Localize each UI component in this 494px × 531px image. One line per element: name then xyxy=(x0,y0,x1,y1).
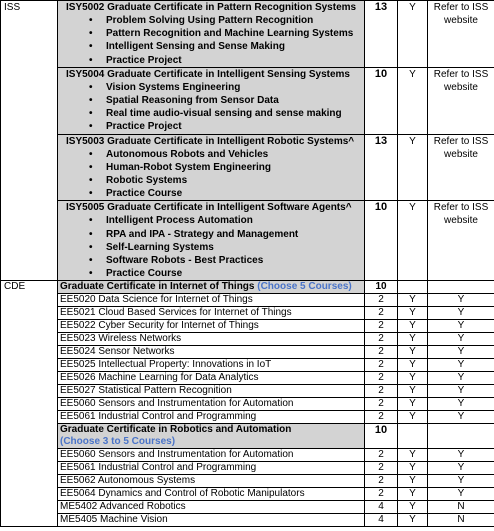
course-row xyxy=(1,501,494,514)
iss-cert-cell xyxy=(58,134,365,201)
course-row xyxy=(1,294,494,307)
iss-cert-row xyxy=(1,201,494,281)
module-item: • Robotic Systems xyxy=(106,174,362,187)
course-flag-cell: Y xyxy=(398,346,428,359)
course-flag-cell: Y xyxy=(398,333,428,346)
course-flag-cell: Y xyxy=(398,411,428,424)
course-flag-cell: Y xyxy=(428,475,494,488)
course-flag-cell: Y xyxy=(428,333,494,346)
course-flag-cell: Y xyxy=(428,359,494,372)
course-credits-cell: 2 xyxy=(365,398,398,411)
course-credits-cell: 4 xyxy=(365,514,398,527)
flag-cell: Y xyxy=(398,201,428,281)
course-credits-cell: 2 xyxy=(365,359,398,372)
course-credits-cell: 2 xyxy=(365,462,398,475)
course-flag-cell: Y xyxy=(398,294,428,307)
course-name-cell: EE5061 Industrial Control and Programming xyxy=(58,462,365,475)
module-item: • Real time audio-visual sensing and sense making xyxy=(106,107,362,120)
course-name-cell: EE5024 Sensor Networks xyxy=(58,346,365,359)
course-flag-cell: Y xyxy=(428,320,494,333)
course-flag-cell: Y xyxy=(398,449,428,462)
course-name-cell: ME5405 Machine Vision xyxy=(58,514,365,527)
cde-cert-title-cell xyxy=(58,281,365,294)
credits-cell: 10 xyxy=(365,67,398,134)
module-item: • Intelligent Process Automation xyxy=(106,214,362,227)
course-credits-cell: 2 xyxy=(365,372,398,385)
iss-cert-row xyxy=(1,1,494,68)
course-row xyxy=(1,320,494,333)
course-flag-cell: Y xyxy=(398,385,428,398)
course-row xyxy=(1,385,494,398)
course-name-cell: EE5021 Cloud Based Services for Internet of Things xyxy=(58,307,365,320)
module-item: • Software Robots - Best Practices xyxy=(106,254,362,267)
course-flag-cell: Y xyxy=(398,488,428,501)
credits-cell: 10 xyxy=(365,424,398,449)
course-flag-cell: Y xyxy=(428,294,494,307)
course-credits-cell: 2 xyxy=(365,294,398,307)
course-flag-cell: Y xyxy=(428,462,494,475)
course-name-cell: EE5026 Machine Learning for Data Analytics xyxy=(58,372,365,385)
course-flag-cell: Y xyxy=(428,449,494,462)
credits-cell: 13 xyxy=(365,134,398,201)
course-name-cell: EE5064 Dynamics and Control of Robotic Manipulators xyxy=(58,488,365,501)
credits-cell: 10 xyxy=(365,281,398,294)
course-flag-cell: N xyxy=(428,501,494,514)
course-row xyxy=(1,307,494,320)
course-flag-cell: Y xyxy=(398,398,428,411)
course-flag-cell: Y xyxy=(428,385,494,398)
course-flag-cell: Y xyxy=(428,372,494,385)
flag-cell: Y xyxy=(398,1,428,68)
cert-title: ISY5005 Graduate Certificate in Intelligent Software Agents^ xyxy=(66,202,352,214)
module-item: • Intelligent Sensing and Sense Making xyxy=(106,40,362,53)
module-item: • Practice Course xyxy=(106,187,362,200)
course-name-cell: EE5062 Autonomous Systems xyxy=(58,475,365,488)
module-item: • Practice Project xyxy=(106,120,362,133)
course-name-cell: EE5023 Wireless Networks xyxy=(58,333,365,346)
iss-cert-cell xyxy=(58,67,365,134)
course-flag-cell: N xyxy=(428,514,494,527)
course-credits-cell: 2 xyxy=(365,385,398,398)
course-row xyxy=(1,514,494,527)
course-credits-cell: 2 xyxy=(365,488,398,501)
course-name-cell: EE5060 Sensors and Instrumentation for Automation xyxy=(58,449,365,462)
empty-cell xyxy=(398,424,428,449)
course-credits-cell: 2 xyxy=(365,346,398,359)
course-flag-cell: Y xyxy=(398,514,428,527)
cert-title: Graduate Certificate in Internet of Things xyxy=(60,281,255,293)
iss-cert-cell xyxy=(58,1,365,68)
cert-title: ISY5004 Graduate Certificate in Intelligent Sensing Systems xyxy=(66,68,350,80)
empty-cell xyxy=(398,281,428,294)
module-item: • Autonomous Robots and Vehicles xyxy=(106,148,362,161)
org-cell-iss: ISS xyxy=(1,1,58,281)
course-flag-cell: Y xyxy=(398,359,428,372)
module-list xyxy=(66,14,362,67)
course-row xyxy=(1,333,494,346)
course-flag-cell: Y xyxy=(398,372,428,385)
flag-cell: Y xyxy=(398,134,428,201)
course-flag-cell: Y xyxy=(428,398,494,411)
note-cell: Refer to ISS website xyxy=(428,67,494,134)
iss-cert-row xyxy=(1,134,494,201)
course-name-cell: EE5020 Data Science for Internet of Things xyxy=(58,294,365,307)
course-row xyxy=(1,449,494,462)
course-row xyxy=(1,398,494,411)
course-row xyxy=(1,359,494,372)
empty-cell xyxy=(428,424,494,449)
module-list xyxy=(66,214,362,280)
course-name-cell: EE5025 Intellectual Property: Innovations in IoT xyxy=(58,359,365,372)
course-name-cell: EE5061 Industrial Control and Programming xyxy=(58,411,365,424)
course-name-cell: ME5402 Advanced Robotics xyxy=(58,501,365,514)
course-flag-cell: Y xyxy=(398,320,428,333)
course-name-cell: EE5027 Statistical Pattern Recognition xyxy=(58,385,365,398)
credits-cell: 10 xyxy=(365,201,398,281)
module-list xyxy=(66,148,362,201)
course-flag-cell: Y xyxy=(398,462,428,475)
course-name-cell: EE5060 Sensors and Instrumentation for Automation xyxy=(58,398,365,411)
choose-courses-note: (Choose 3 to 5 Courses) xyxy=(60,436,176,448)
course-row xyxy=(1,372,494,385)
course-flag-cell: Y xyxy=(398,307,428,320)
course-row xyxy=(1,346,494,359)
course-credits-cell: 2 xyxy=(365,411,398,424)
org-cell-cde: CDE xyxy=(1,281,58,527)
course-flag-cell: Y xyxy=(398,475,428,488)
course-row xyxy=(1,462,494,475)
note-cell: Refer to ISS website xyxy=(428,201,494,281)
module-item: • Vision Systems Engineering xyxy=(106,81,362,94)
note-cell: Refer to ISS website xyxy=(428,134,494,201)
cde-cert-title-cell xyxy=(58,424,365,449)
cert-title: ISY5002 Graduate Certificate in Pattern Recognition Systems xyxy=(66,2,357,13)
module-item: • Spatial Reasoning from Sensor Data xyxy=(106,94,362,107)
module-item: • Practice Project xyxy=(106,54,362,67)
course-flag-cell: Y xyxy=(398,501,428,514)
course-row xyxy=(1,488,494,501)
cert-title: ISY5003 Graduate Certificate in Intelligent Robotic Systems^ xyxy=(66,135,355,147)
course-credits-cell: 4 xyxy=(365,501,398,514)
module-item: • Pattern Recognition and Machine Learning Systems xyxy=(106,27,362,40)
module-item: • Problem Solving Using Pattern Recognition xyxy=(106,14,362,27)
module-list xyxy=(66,81,362,134)
course-credits-cell: 2 xyxy=(365,333,398,346)
course-row xyxy=(1,475,494,488)
flag-cell: Y xyxy=(398,67,428,134)
module-item: • Practice Course xyxy=(106,267,362,280)
course-credits-cell: 2 xyxy=(365,449,398,462)
note-cell: Refer to ISS website xyxy=(428,1,494,68)
iss-cert-row xyxy=(1,67,494,134)
module-item: • Self-Learning Systems xyxy=(106,241,362,254)
course-name-cell: EE5022 Cyber Security for Internet of Things xyxy=(58,320,365,333)
certificate-table-body xyxy=(1,1,494,527)
course-flag-cell: Y xyxy=(428,411,494,424)
choose-courses-note: (Choose 5 Courses) xyxy=(257,281,352,293)
module-item: • RPA and IPA - Strategy and Management xyxy=(106,228,362,241)
cert-title: Graduate Certificate in Robotics and Automation xyxy=(60,424,292,436)
course-flag-cell: Y xyxy=(428,307,494,320)
module-item: • Human-Robot System Engineering xyxy=(106,161,362,174)
empty-cell xyxy=(428,281,494,294)
course-credits-cell: 2 xyxy=(365,475,398,488)
cde-cert-header-row xyxy=(1,424,494,449)
course-credits-cell: 2 xyxy=(365,307,398,320)
course-flag-cell: Y xyxy=(428,346,494,359)
credits-cell: 13 xyxy=(365,1,398,68)
course-row xyxy=(1,411,494,424)
course-credits-cell: 2 xyxy=(365,320,398,333)
cde-cert-header-row xyxy=(1,281,494,294)
course-flag-cell: Y xyxy=(428,488,494,501)
iss-cert-cell xyxy=(58,201,365,281)
